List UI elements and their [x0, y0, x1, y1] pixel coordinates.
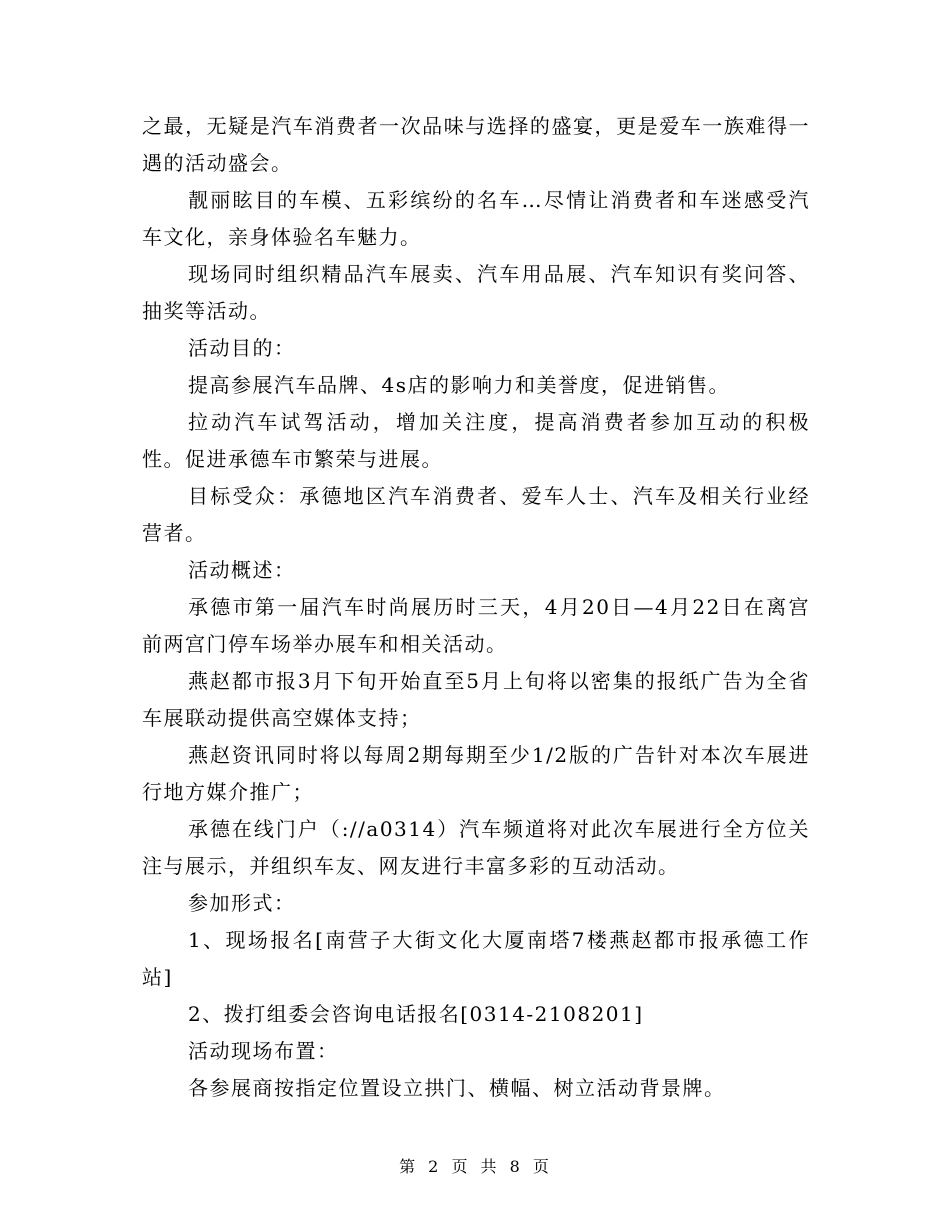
section-heading: 活动目的： — [188, 336, 296, 360]
section-heading: 活动现场布置： — [188, 1039, 339, 1063]
paragraph: 燕赵资讯同时将以每周2期每期至少1/2版的广告针对本次车展进行地方媒介推广； — [142, 743, 810, 804]
paragraph: 目标受众：承德地区汽车消费者、爱车人士、汽车及相关行业经营者。 — [142, 484, 810, 545]
paragraph: 拉动汽车试驾活动，增加关注度，提高消费者参加互动的积极性。促进承德车市繁荣与进展。 — [142, 410, 810, 471]
paragraph: 燕赵都市报3月下旬开始直至5月上旬将以密集的报纸广告为全省车展联动提供高空媒体支持； — [142, 669, 810, 730]
page-number-footer: 第 2 页 共 8 页 — [399, 1157, 551, 1176]
list-item: 2、拨打组委会咨询电话报名[0314-2108201] — [188, 1002, 644, 1026]
list-item: 1、现场报名[南营子大街文化大厦南塔7楼燕赵都市报承德工作站] — [142, 928, 810, 989]
paragraph: 靓丽眩目的车模、五彩缤纷的名车…尽情让消费者和车迷感受汽车文化，亲身体验名车魅力。 — [142, 188, 810, 249]
paragraph: 承德在线门户（://a0314）汽车频道将对此次车展进行全方位关注与展示，并组织车友、网友进行丰富多彩的互动活动。 — [142, 817, 810, 878]
section-heading: 活动概述： — [188, 558, 296, 582]
paragraph: 各参展商按指定位置设立拱门、横幅、树立活动背景牌。 — [188, 1076, 726, 1100]
section-heading: 参加形式： — [188, 891, 296, 915]
paragraph: 现场同时组织精品汽车展卖、汽车用品展、汽车知识有奖问答、抽奖等活动。 — [142, 262, 810, 323]
paragraph: 提高参展汽车品牌、4s店的影响力和美誉度，促进销售。 — [188, 373, 730, 397]
paragraph: 之最，无疑是汽车消费者一次品味与选择的盛宴，更是爱车一族难得一遇的活动盛会。 — [142, 114, 810, 175]
paragraph: 承德市第一届汽车时尚展历时三天，4月20日—4月22日在离宫前两宫门停车场举办展车和相关活动。 — [142, 595, 810, 656]
document-body — [142, 108, 810, 1107]
